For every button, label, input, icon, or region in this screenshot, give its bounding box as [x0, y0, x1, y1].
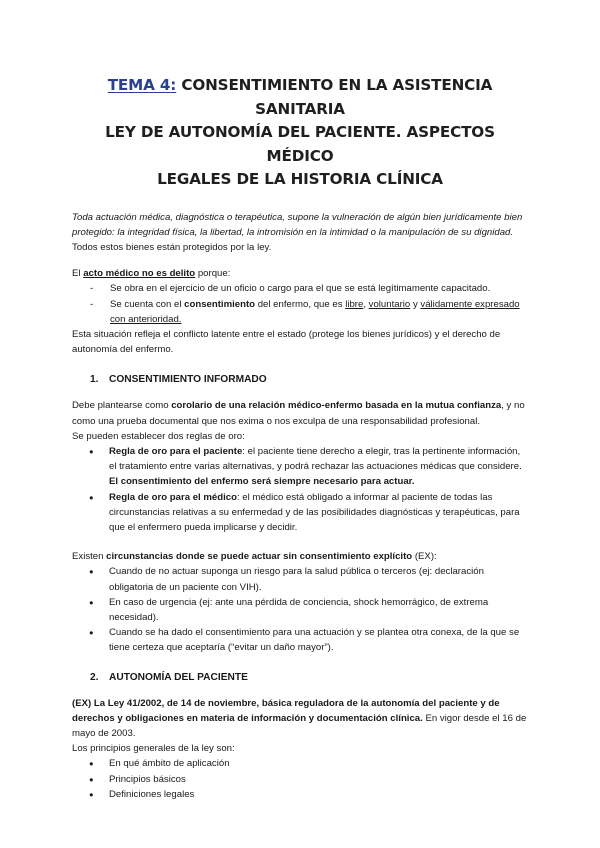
- list-item: ● Cuando se ha dado el consentimiento para una actuación y se plantea otra conexa, de la que se tiene certeza que aceptaría (“evitar un daño mayor”).: [72, 625, 528, 655]
- list-item: ● Principios básicos: [72, 772, 528, 787]
- list-item: ● En caso de urgencia (ej: ante una pérdida de conciencia, shock hemorrágico, de extrema necesidad).: [72, 595, 528, 625]
- corolario-paragraph: Debe plantearse como corolario de una relación médico-enfermo basada en la mutua confianza, y no como una prueba documental que nos exima o nos exculpa de una responsabilidad profesional.: [72, 400, 525, 427]
- title-line2: LEY DE AUTONOMÍA DEL PACIENTE. ASPECTOS MÉDICO: [105, 123, 495, 165]
- section-heading-consentimiento: 1. CONSENTIMIENTO INFORMADO: [90, 374, 267, 386]
- acto-intro: El acto médico no es delito porque:: [72, 268, 231, 280]
- title-line3: LEGALES DE LA HISTORIA CLÍNICA: [157, 170, 443, 188]
- section-heading-autonomia: 2. AUTONOMÍA DEL PACIENTE: [90, 671, 248, 683]
- list-item: ● Regla de oro para el paciente: el paciente tiene derecho a elegir, tras la pertinente información, el tratamiento entre varias alternativas, y podrá rechazar las actuaciones médicas que considere. El consentimiento del enfermo será siempre necesario para actuar.: [72, 444, 528, 490]
- reglas-intro: Se pueden establecer dos reglas de oro:: [72, 430, 245, 442]
- list-item: - Se obra en el ejercicio de un oficio o cargo para el que se está legítimamente capacitado.: [72, 281, 528, 296]
- acto-medico-block: [72, 266, 528, 357]
- list-item: ● En qué ámbito de aplicación: [72, 756, 528, 771]
- principios-list: [72, 756, 528, 802]
- list-item: ● Definiciones legales: [72, 787, 528, 802]
- intro-paragraph: Toda actuación médica, diagnóstica o terapéutica, supone la vulneración de algún bien jurídicamente bien protegido: la integridad física, la libertad, la intromisión en la intimidad o la manipulación de su dignidad. Todos estos bienes están protegidos por la ley.: [72, 211, 523, 253]
- excepciones-list: [72, 564, 528, 655]
- title-line1: CONSENTIMIENTO EN LA ASISTENCIA SANITARIA: [181, 76, 493, 118]
- tema-label: TEMA 4:: [107, 76, 177, 94]
- reglas-list: [72, 444, 528, 535]
- list-item: - Se cuenta con el consentimiento del enfermo, que es libre, voluntario y válidamente expresado con anterioridad.: [72, 297, 528, 327]
- excepciones-intro: Existen circunstancias donde se puede actuar sin consentimiento explícito (EX):: [72, 551, 437, 563]
- page-title: [72, 74, 528, 192]
- acto-list: [72, 281, 528, 327]
- principios-intro: Los principios generales de la ley son:: [72, 743, 235, 755]
- list-item: ● Cuando de no actuar suponga un riesgo para la salud pública o terceros (ej: declaración obligatoria de un paciente con VIH).: [72, 564, 528, 594]
- list-item: ● Regla de oro para el médico: el médico está obligado a informar al paciente de todas las circunstancias relativas a su enfermedad y de las posibilidades diagnósticas y terapéuticas, para que el enfermero pueda implicarse y decidir.: [72, 490, 528, 536]
- ley-paragraph: (EX) La Ley 41/2002, de 14 de noviembre, básica reguladora de la autonomía del paciente y de derechos y obligaciones en materia de información y documentación clínica. En vigor desde el 16 de mayo de 2003.: [72, 697, 527, 739]
- conflict-paragraph: Esta situación refleja el conflicto latente entre el estado (protege los bienes jurídicos) y el derecho de autonomía del enfermo.: [72, 328, 501, 356]
